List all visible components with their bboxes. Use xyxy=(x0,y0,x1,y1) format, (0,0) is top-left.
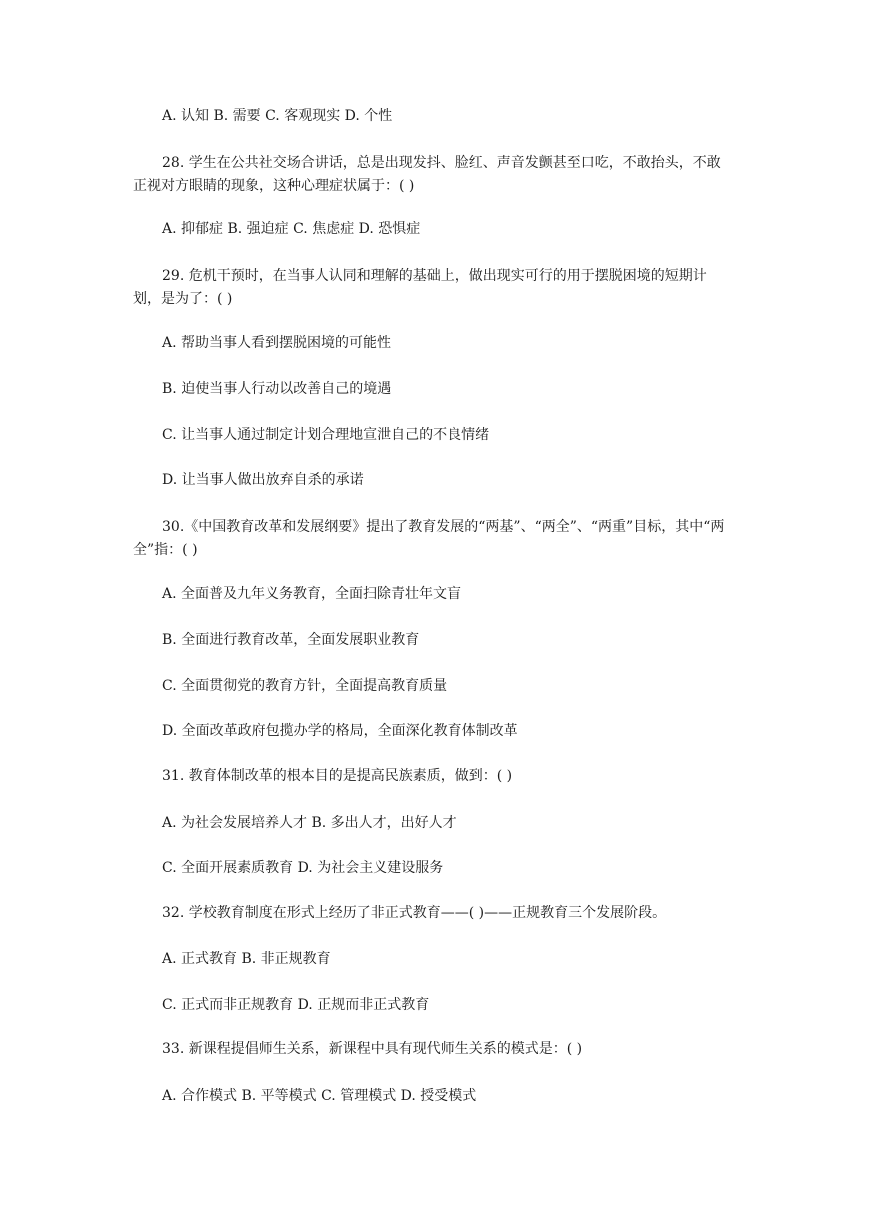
question-31: 31. 教育体制改革的根本目的是提高民族素质，做到：( ) xyxy=(162,768,513,784)
q33-options: A. 合作模式 B. 平等模式 C. 管理模式 D. 授受模式 xyxy=(162,1088,477,1104)
q29-option-d: D. 让当事人做出放弃自杀的承诺 xyxy=(162,472,364,488)
question-32: 32. 学校教育制度在形式上经历了非正式教育——( )——正规教育三个发展阶段。 xyxy=(162,905,667,921)
q30-option-c: C. 全面贯彻党的教育方针，全面提高教育质量 xyxy=(162,678,448,694)
q31-options-ab: A. 为社会发展培养人才 B. 多出人才，出好人才 xyxy=(162,815,457,831)
question-29: 29. 危机干预时，在当事人认同和理解的基础上，做出现实可行的用于摆脱困境的短期计划，是为了：( ) xyxy=(133,268,707,307)
q29-option-c: C. 让当事人通过制定计划合理地宣泄自己的不良情绪 xyxy=(162,427,490,443)
q32-options-ab: A. 正式教育 B. 非正规教育 xyxy=(162,951,331,967)
q27-options: A. 认知 B. 需要 C. 客观现实 D. 个性 xyxy=(162,108,393,124)
question-30: 30.《中国教育改革和发展纲要》提出了教育发展的“两基”、“两全”、“两重”目标，其中“两全”指：( ) xyxy=(133,519,725,558)
q29-option-b: B. 迫使当事人行动以改善自己的境遇 xyxy=(162,381,392,397)
q30-option-d: D. 全面改革政府包揽办学的格局，全面深化教育体制改革 xyxy=(162,723,518,739)
q29-option-a: A. 帮助当事人看到摆脱困境的可能性 xyxy=(162,335,392,351)
q31-options-cd: C. 全面开展素质教育 D. 为社会主义建设服务 xyxy=(162,860,444,876)
question-33: 33. 新课程提倡师生关系，新课程中具有现代师生关系的模式是：( ) xyxy=(162,1041,583,1057)
q30-option-b: B. 全面进行教育改革，全面发展职业教育 xyxy=(162,632,420,648)
q32-options-cd: C. 正式而非正规教育 D. 正规而非正式教育 xyxy=(162,997,430,1013)
q28-options: A. 抑郁症 B. 强迫症 C. 焦虑症 D. 恐惧症 xyxy=(162,221,421,237)
question-28: 28. 学生在公共社交场合讲话，总是出现发抖、脸红、声音发颤甚至口吃，不敢抬头，不敢正视对方眼睛的现象，这种心理症状属于：( ) xyxy=(133,155,721,194)
q30-option-a: A. 全面普及九年义务教育，全面扫除青壮年文盲 xyxy=(162,586,462,602)
